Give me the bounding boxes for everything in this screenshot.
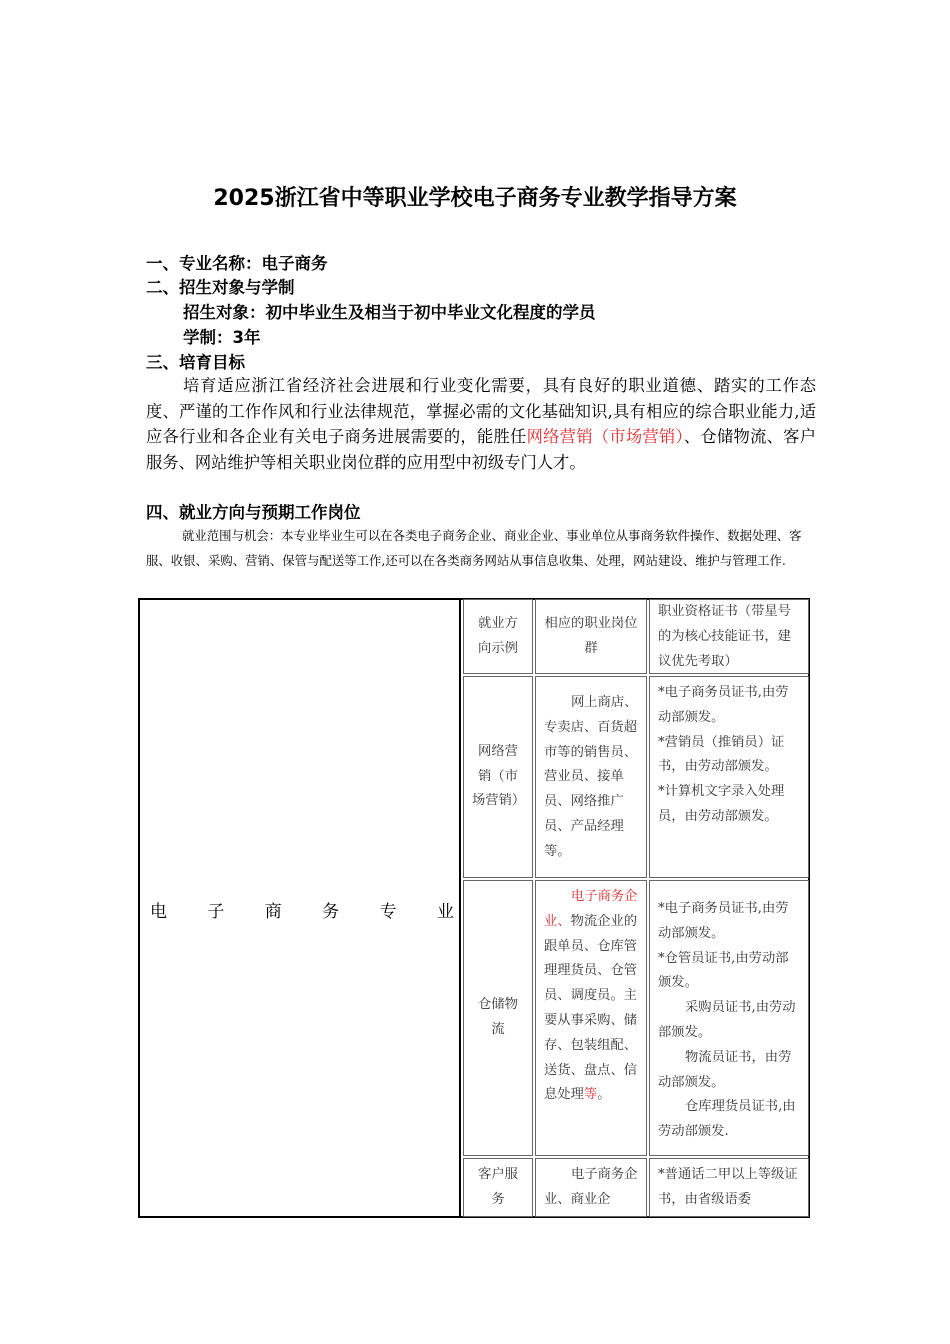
row-service-positions: 电子商务企业、商业企 [535, 1158, 647, 1217]
goals-highlight: 网络营销（市场营销） [526, 427, 684, 446]
employment-paragraph: 就业范围与机会：本专业毕业生可以在各类电子商务企业、商业企业、事业单位从事商务软件操作、数据处理、客服、收银、采购、营销、保管与配送等工作,还可以在各类商务网站从事信息收集、处理，网站建设、维护与管理工作. [146, 528, 802, 568]
section-goals: 三、培育目标 [146, 353, 245, 372]
section-employment: 四、就业方向与预期工作岗位 [146, 503, 361, 522]
enrollment-target: 招生对象：初中毕业生及相当于初中毕业文化程度的学员 [183, 303, 596, 322]
cert-logistics: 物流员证书，由劳动部颁发。 [658, 1049, 792, 1090]
row-service-certificates: *普通话二甲以上等级证书，由省级语委 [649, 1158, 809, 1217]
section-major-name: 一、专业名称：电子商务 [146, 254, 328, 273]
study-years: 学制：3年 [183, 328, 261, 347]
goals-paragraph: 培育适应浙江省经济社会进展和行业变化需要，具有良好的职业道德、踏实的工作态度、严谨的工作作风和行业法律规范，掌握必需的文化基础知识,具有相应的综合职业能力,适应各行业和各企业有关电子商务进展需要的，能胜任网络营销（市场营销）、仓储物流、客户服务、网站维护等相关职业岗位群的应用型中初级专门人才。 [146, 376, 816, 472]
major-label: 电 子 商 务 专 业 [150, 902, 454, 922]
row-service-direction: 客户服务 [463, 1158, 533, 1217]
cert-warehouse: *仓管员证书,由劳动部颁发。 [658, 950, 789, 991]
document-title: 2025浙江省中等职业学校电子商务专业教学指导方案 [213, 186, 737, 211]
row-logistics-direction: 仓储物流 [463, 880, 533, 1156]
row-marketing-positions: 网上商店、专卖店、百货超市等的销售员、营业员、接单员、网络推广员、产品经理等。 [535, 676, 647, 878]
cert-ecommerce: *电子商务员证书,由劳动部颁发。 [658, 901, 789, 941]
section-enrollment: 二、招生对象与学制 [146, 278, 295, 297]
header-direction: 就业方向示例 [463, 599, 533, 674]
cert-sales: *营销员（推销员）证书，由劳动部颁发。 [658, 734, 785, 775]
cert-ecommerce: *电子商务员证书,由劳动部颁发。 [658, 685, 789, 725]
row-logistics-positions: 电子商务企业、物流企业的跟单员、仓库管理理货员、仓管员、调度员。主要从事采购、储存、包装组配、送货、盘点、信息处理等。 [535, 880, 647, 1156]
header-positions: 相应的职业岗位群 [535, 599, 647, 674]
header-certificates: 职业资格证书（带星号的为核心技能证书，建议优先考取） [649, 599, 809, 674]
cert-purchasing: 采购员证书,由劳动部颁发。 [658, 1000, 796, 1040]
cert-typing: *计算机文字录入处理员，由劳动部颁发。 [658, 784, 785, 824]
row-marketing-direction: 网络营销（市场营销） [463, 676, 533, 878]
row-logistics-certificates [649, 880, 809, 1156]
row-marketing-certificates [649, 676, 809, 878]
cert-tally: 仓库理货员证书,由劳动部颁发. [658, 1099, 796, 1140]
